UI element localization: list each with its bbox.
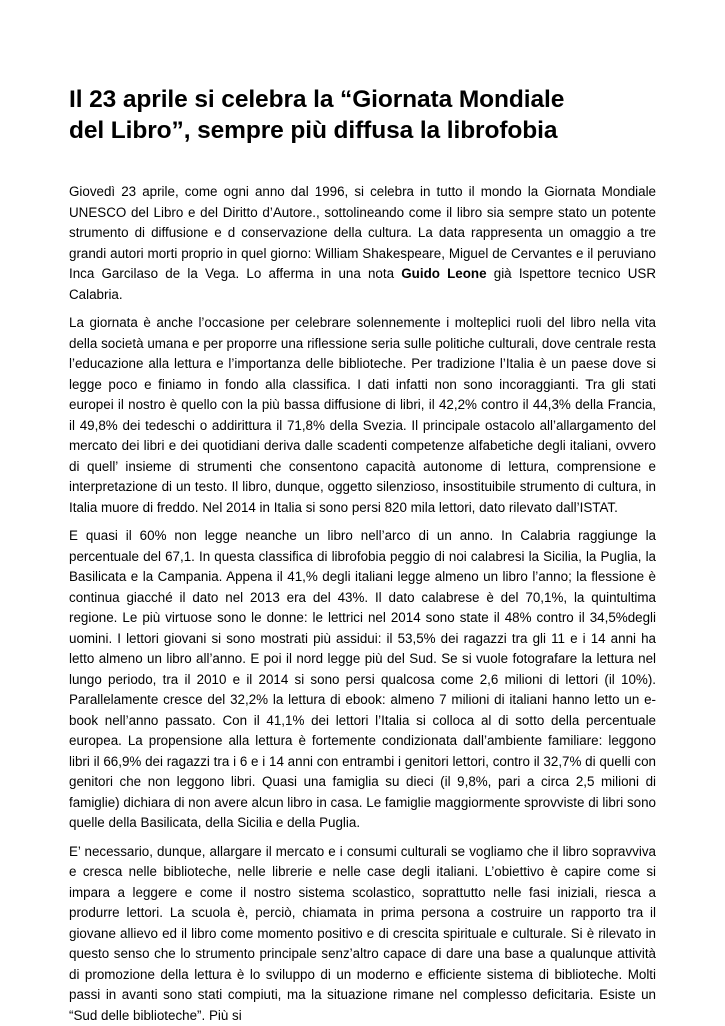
article-title — [69, 84, 656, 146]
paragraph-1 — [69, 182, 656, 305]
paragraph-2: La giornata è anche l’occasione per celebrare solennemente i molteplici ruoli del libro nella vita della società umana e per proporre una riflessione seria sulle politiche culturali, dove centrale resta l’educazione alla lettura e l’importanza delle biblioteche. Per tradizione l’Italia è un paese dove si legge poco e finiamo in fondo alla classifica. I dati infatti non sono incoraggianti. Tra gli stati europei il nostro è quello con la più bassa diffusione di libri, il 42,2% contro il 44,3% della Francia, il 49,8% dei tedeschi o addirittura il 71,8% della Svezia. Il principale ostacolo all’allargamento del mercato dei libri e dei quotidiani deriva dalle scadenti competenze alfabetiche degli italiani, ovvero di quell’ insieme di strumenti che consentono capacità autonome di lettura, comprensione e interpretazione di un testo. Il libro, dunque, oggetto silenzioso, insostituibile strumento di cultura, in Italia muore di freddo. Nel 2014 in Italia si sono persi 820 mila lettori, dato rilevato dall’ISTAT. — [69, 313, 656, 518]
author-name: Guido Leone — [401, 266, 486, 281]
paragraph-1-text: Giovedì 23 aprile, come ogni anno dal 1996, si celebra in tutto il mondo la Giornata Mondiale UNESCO del Libro e del Diritto d’Autore., sottolineando come il libro sia sempre stato un potente strumento di diffusione e d conservazione della cultura. La data rappresenta un omaggio a tre grandi autori morti proprio in quel giorno: William Shakespeare, Miguel de Cervantes e il peruviano Inca Garcilaso de la Vega. Lo afferma in una nota — [69, 184, 656, 281]
paragraph-3: E quasi il 60% non legge neanche un libro nell’arco di un anno. In Calabria raggiunge la percentuale del 67,1. In questa classifica di librofobia peggio di noi calabresi la Sicilia, la Puglia, la Basilicata e la Campania. Appena il 41,% degli italiani legge almeno un libro l’anno; la flessione è continua giacché il dato nel 2013 era del 43%. Il dato calabrese è del 70,1%, la quintultima regione. Le più virtuose sono le donne: le lettrici nel 2014 sono state il 48% contro il 34,5%degli uomini. I lettori giovani si sono mostrati più assidui: il 53,5% dei ragazzi tra gli 11 e i 14 anni ha letto almeno un libro all’anno. E poi il nord legge più del Sud. Se si vuole fotografare la lettura nel lungo periodo, tra il 2010 e il 2014 si sono persi qualcosa come 2,6 milioni di lettori (il 10%). Parallelamente cresce del 32,2% la lettura di ebook: almeno 7 milioni di italiani hanno letto un e-book nell’anno passato. Con il 41,1% dei lettori l’Italia si colloca al di sotto della percentuale europea. La propensione alla lettura è fortemente condizionata dall’ambiente familiare: leggono libri il 66,9% dei ragazzi tra i 6 e i 14 anni con entrambi i genitori lettori, contro il 32,7% di quelli con genitori che non leggono libri. Quasi una famiglia su dieci (il 9,8%, pari a circa 2,5 milioni di famiglie) dichiara di non avere alcun libro in casa. Le famiglie maggiormente sprovviste di libri sono quelle della Basilicata, della Sicilia e della Puglia. — [69, 526, 656, 834]
paragraph-4: E’ necessario, dunque, allargare il mercato e i consumi culturali se vogliamo che il libro sopravviva e cresca nelle biblioteche, nelle librerie e nelle case degli italiani. L’obiettivo è capire come si impara a leggere e come il nostro sistema scolastico, soprattutto nelle fasi iniziali, riesca a produrre lettori. La scuola è, perciò, chiamata in prima persona a costruire un rapporto tra il giovane allievo ed il libro come momento positivo e di crescita spirituale e culturale. Si è rilevato in questo senso che lo strumento principale senz’altro capace di dare una base a qualunque attività di promozione della lettura è lo sviluppo di un moderno e efficiente sistema di biblioteche. Molti passi in avanti sono stati compiuti, ma la situazione rimane nel complesso deficitaria. Esiste un “Sud delle biblioteche”. Più si — [69, 842, 656, 1026]
title-line-2: del Libro”, sempre più diffusa la librofobia — [69, 117, 557, 144]
document-page — [69, 84, 656, 1026]
title-line-1: Il 23 aprile si celebra la “Giornata Mondiale — [69, 86, 564, 113]
paragraph-1-tail: già Ispettore tecnico USR Calabria. — [69, 266, 656, 302]
